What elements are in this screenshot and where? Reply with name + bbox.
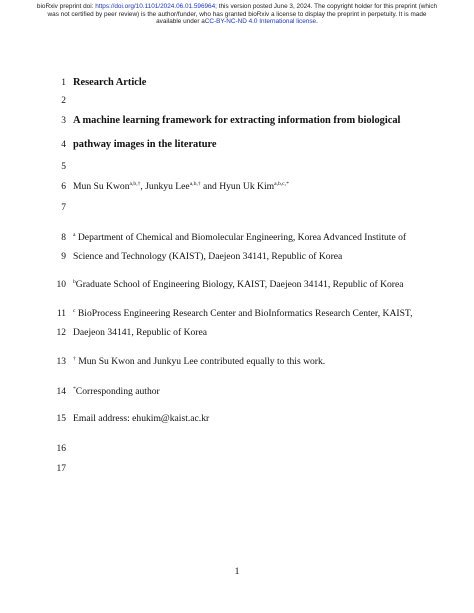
line-number: 10 [56, 280, 66, 290]
line-number: 11 [56, 309, 66, 319]
note-text: Corresponding author [75, 386, 160, 397]
line-number: 13 [56, 357, 66, 367]
manuscript-line [0, 231, 474, 245]
manuscript-line [0, 385, 474, 399]
affiliation-c-line-1 [73, 307, 413, 321]
line-number: 2 [61, 96, 66, 106]
manuscript-line [0, 278, 474, 292]
banner-line-2: was not certified by peer review) is the author/funder, who has granted bioRxiv a license to display the preprint in perpetuity. It is made [47, 10, 427, 18]
article-type: Research Article [73, 77, 147, 88]
paper-title-line-1: A machine learning framework for extracting information from biological [73, 115, 401, 126]
manuscript-line [0, 138, 474, 152]
line-number: 17 [56, 464, 66, 474]
manuscript-line [0, 412, 474, 426]
line-number: 7 [61, 203, 66, 213]
banner-text: bioRxiv preprint doi: [36, 3, 96, 10]
line-number: 9 [61, 252, 66, 262]
affiliation-superscript: c [73, 307, 76, 314]
author-name: , Junkyu Lee [140, 181, 190, 192]
manuscript-line [0, 114, 474, 128]
affiliation-c-line-2: Daejeon 34141, Republic of Korea [73, 327, 208, 338]
line-number: 5 [61, 162, 66, 172]
banner-text: . [316, 18, 318, 26]
manuscript-line [0, 201, 474, 215]
manuscript-line [0, 355, 474, 369]
affiliation-text: BioProcess Engineering Research Center and BioInformatics Research Center, KAIST, [75, 308, 413, 319]
banner-line-1 [0, 3, 474, 11]
manuscript-line [0, 462, 474, 476]
corresponding-author-note [73, 385, 403, 399]
manuscript-line [0, 160, 474, 174]
banner-text: available under a [156, 18, 205, 26]
affiliation-a-line-2: Science and Technology (KAIST), Daejeon 34141, Republic of Korea [73, 251, 343, 262]
line-number: 6 [61, 182, 66, 192]
affiliation-b-line [73, 278, 403, 292]
email-address: Email address: ehukim@kaist.ac.kr [73, 413, 210, 424]
preprint-banner [0, 3, 474, 26]
banner-text: ; this version posted June 3, 2024. The copyright holder for this preprint (which [215, 3, 438, 10]
paper-title-line-2: pathway images in the literature [73, 139, 217, 150]
affiliation-a-line-1 [73, 231, 407, 245]
line-number: 12 [56, 328, 66, 338]
banner-line-3 [0, 18, 474, 26]
line-number: 1 [61, 78, 66, 88]
author-superscript: a,b,† [129, 180, 141, 187]
manuscript-line [0, 250, 474, 264]
dagger-superscript: † [73, 355, 76, 362]
author-superscript: a,b,† [189, 180, 201, 187]
note-text: Mun Su Kwon and Junkyu Lee contributed equally to this work. [75, 356, 326, 367]
page-number: 1 [234, 566, 240, 577]
manuscript-line [0, 180, 474, 194]
manuscript-line [0, 94, 474, 108]
author-list [73, 180, 403, 194]
author-name: and Hyun Uk Kim [200, 181, 275, 192]
manuscript-line [0, 326, 474, 340]
manuscript-line [0, 76, 474, 90]
equal-contribution-note [73, 355, 403, 369]
line-number: 8 [61, 233, 66, 243]
manuscript-line [0, 307, 474, 321]
line-number: 16 [56, 444, 66, 454]
affiliation-text: Graduate School of Engineering Biology, KAIST, Daejeon 34141, Republic of Korea [75, 279, 404, 290]
line-number: 15 [56, 414, 66, 424]
manuscript-line [0, 442, 474, 456]
author-name: Mun Su Kwon [73, 181, 130, 192]
affiliation-text: Department of Chemical and Biomolecular Engineering, Korea Advanced Institute of [75, 232, 407, 243]
license-link[interactable]: CC-BY-NC-ND 4.0 International license [204, 18, 317, 26]
author-superscript: a,b,c,* [274, 180, 289, 187]
doi-link[interactable]: https://doi.org/10.1101/2024.06.01.596964 [95, 3, 216, 10]
affiliation-superscript: b [73, 278, 76, 285]
asterisk-superscript: * [73, 385, 76, 392]
line-number: 4 [61, 140, 66, 150]
line-number: 14 [56, 387, 66, 397]
affiliation-superscript: a [73, 231, 76, 238]
line-number: 3 [61, 116, 66, 126]
